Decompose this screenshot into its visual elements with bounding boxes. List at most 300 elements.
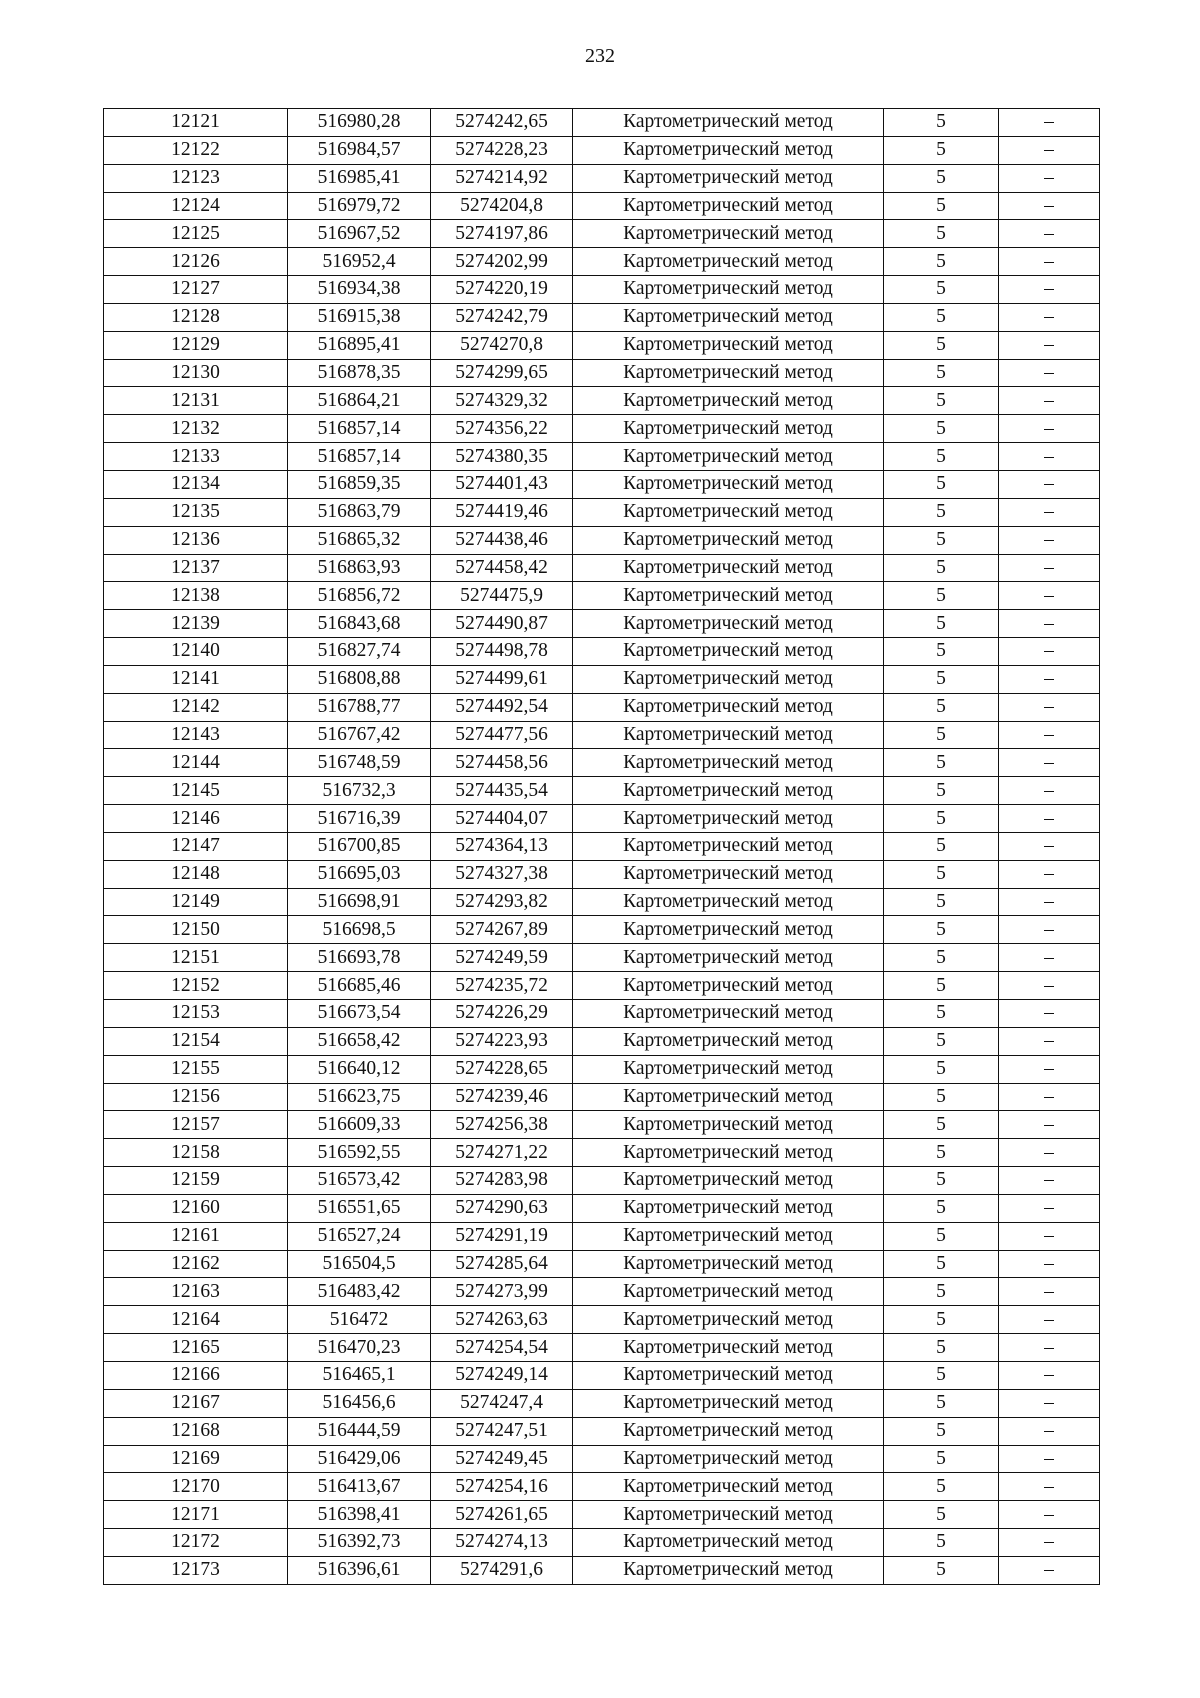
method-cell: Картометрический метод bbox=[573, 387, 884, 415]
y-coordinate-cell: 5274267,89 bbox=[431, 916, 573, 944]
x-coordinate-cell: 516878,35 bbox=[288, 359, 431, 387]
accuracy-cell: 5 bbox=[884, 498, 999, 526]
accuracy-cell: 5 bbox=[884, 693, 999, 721]
y-coordinate-cell: 5274263,63 bbox=[431, 1306, 573, 1334]
accuracy-cell: 5 bbox=[884, 1473, 999, 1501]
dash-cell: – bbox=[999, 1306, 1100, 1334]
y-coordinate-cell: 5274419,46 bbox=[431, 498, 573, 526]
coordinates-table bbox=[103, 108, 1100, 1585]
method-cell: Картометрический метод bbox=[573, 582, 884, 610]
table-row bbox=[104, 303, 1100, 331]
point-number-cell: 12122 bbox=[104, 136, 288, 164]
dash-cell: – bbox=[999, 331, 1100, 359]
x-coordinate-cell: 516658,42 bbox=[288, 1027, 431, 1055]
dash-cell: – bbox=[999, 972, 1100, 1000]
table-row bbox=[104, 805, 1100, 833]
table-row bbox=[104, 1361, 1100, 1389]
method-cell: Картометрический метод bbox=[573, 470, 884, 498]
y-coordinate-cell: 5274291,19 bbox=[431, 1222, 573, 1250]
point-number-cell: 12151 bbox=[104, 944, 288, 972]
y-coordinate-cell: 5274477,56 bbox=[431, 721, 573, 749]
x-coordinate-cell: 516527,24 bbox=[288, 1222, 431, 1250]
point-number-cell: 12155 bbox=[104, 1055, 288, 1083]
method-cell: Картометрический метод bbox=[573, 192, 884, 220]
x-coordinate-cell: 516695,03 bbox=[288, 860, 431, 888]
x-coordinate-cell: 516859,35 bbox=[288, 470, 431, 498]
table-row bbox=[104, 1000, 1100, 1028]
x-coordinate-cell: 516864,21 bbox=[288, 387, 431, 415]
y-coordinate-cell: 5274291,6 bbox=[431, 1556, 573, 1584]
x-coordinate-cell: 516915,38 bbox=[288, 303, 431, 331]
y-coordinate-cell: 5274380,35 bbox=[431, 443, 573, 471]
x-coordinate-cell: 516698,5 bbox=[288, 916, 431, 944]
point-number-cell: 12124 bbox=[104, 192, 288, 220]
method-cell: Картометрический метод bbox=[573, 1306, 884, 1334]
dash-cell: – bbox=[999, 1222, 1100, 1250]
table-row bbox=[104, 665, 1100, 693]
dash-cell: – bbox=[999, 1417, 1100, 1445]
accuracy-cell: 5 bbox=[884, 1000, 999, 1028]
method-cell: Картометрический метод bbox=[573, 777, 884, 805]
table-row bbox=[104, 1473, 1100, 1501]
table-row bbox=[104, 693, 1100, 721]
y-coordinate-cell: 5274404,07 bbox=[431, 805, 573, 833]
point-number-cell: 12137 bbox=[104, 554, 288, 582]
y-coordinate-cell: 5274401,43 bbox=[431, 470, 573, 498]
method-cell: Картометрический метод bbox=[573, 1334, 884, 1362]
dash-cell: – bbox=[999, 1556, 1100, 1584]
method-cell: Картометрический метод bbox=[573, 832, 884, 860]
point-number-cell: 12159 bbox=[104, 1167, 288, 1195]
method-cell: Картометрический метод bbox=[573, 164, 884, 192]
method-cell: Картометрический метод bbox=[573, 1027, 884, 1055]
point-number-cell: 12163 bbox=[104, 1278, 288, 1306]
point-number-cell: 12134 bbox=[104, 470, 288, 498]
x-coordinate-cell: 516609,33 bbox=[288, 1111, 431, 1139]
dash-cell: – bbox=[999, 136, 1100, 164]
point-number-cell: 12139 bbox=[104, 610, 288, 638]
accuracy-cell: 5 bbox=[884, 832, 999, 860]
accuracy-cell: 5 bbox=[884, 554, 999, 582]
point-number-cell: 12166 bbox=[104, 1361, 288, 1389]
accuracy-cell: 5 bbox=[884, 721, 999, 749]
table-row bbox=[104, 1278, 1100, 1306]
y-coordinate-cell: 5274438,46 bbox=[431, 526, 573, 554]
dash-cell: – bbox=[999, 1473, 1100, 1501]
accuracy-cell: 5 bbox=[884, 1139, 999, 1167]
y-coordinate-cell: 5274293,82 bbox=[431, 888, 573, 916]
method-cell: Картометрический метод bbox=[573, 359, 884, 387]
table-row bbox=[104, 192, 1100, 220]
point-number-cell: 12169 bbox=[104, 1445, 288, 1473]
y-coordinate-cell: 5274261,65 bbox=[431, 1501, 573, 1529]
accuracy-cell: 5 bbox=[884, 220, 999, 248]
point-number-cell: 12150 bbox=[104, 916, 288, 944]
method-cell: Картометрический метод bbox=[573, 1250, 884, 1278]
dash-cell: – bbox=[999, 1389, 1100, 1417]
table-row bbox=[104, 526, 1100, 554]
table-row bbox=[104, 415, 1100, 443]
dash-cell: – bbox=[999, 1139, 1100, 1167]
table-row bbox=[104, 359, 1100, 387]
dash-cell: – bbox=[999, 387, 1100, 415]
y-coordinate-cell: 5274228,23 bbox=[431, 136, 573, 164]
y-coordinate-cell: 5274273,99 bbox=[431, 1278, 573, 1306]
accuracy-cell: 5 bbox=[884, 1111, 999, 1139]
point-number-cell: 12165 bbox=[104, 1334, 288, 1362]
dash-cell: – bbox=[999, 1167, 1100, 1195]
y-coordinate-cell: 5274214,92 bbox=[431, 164, 573, 192]
table-row bbox=[104, 1250, 1100, 1278]
accuracy-cell: 5 bbox=[884, 1027, 999, 1055]
y-coordinate-cell: 5274458,56 bbox=[431, 749, 573, 777]
point-number-cell: 12130 bbox=[104, 359, 288, 387]
y-coordinate-cell: 5274247,4 bbox=[431, 1389, 573, 1417]
y-coordinate-cell: 5274256,38 bbox=[431, 1111, 573, 1139]
method-cell: Картометрический метод bbox=[573, 1083, 884, 1111]
accuracy-cell: 5 bbox=[884, 1222, 999, 1250]
accuracy-cell: 5 bbox=[884, 164, 999, 192]
method-cell: Картометрический метод bbox=[573, 1361, 884, 1389]
y-coordinate-cell: 5274242,79 bbox=[431, 303, 573, 331]
dash-cell: – bbox=[999, 526, 1100, 554]
method-cell: Картометрический метод bbox=[573, 1389, 884, 1417]
accuracy-cell: 5 bbox=[884, 1055, 999, 1083]
method-cell: Картометрический метод bbox=[573, 721, 884, 749]
y-coordinate-cell: 5274499,61 bbox=[431, 665, 573, 693]
point-number-cell: 12135 bbox=[104, 498, 288, 526]
method-cell: Картометрический метод bbox=[573, 554, 884, 582]
point-number-cell: 12133 bbox=[104, 443, 288, 471]
y-coordinate-cell: 5274239,46 bbox=[431, 1083, 573, 1111]
table-row bbox=[104, 1055, 1100, 1083]
dash-cell: – bbox=[999, 1529, 1100, 1557]
y-coordinate-cell: 5274283,98 bbox=[431, 1167, 573, 1195]
x-coordinate-cell: 516429,06 bbox=[288, 1445, 431, 1473]
dash-cell: – bbox=[999, 638, 1100, 666]
table-row bbox=[104, 498, 1100, 526]
table-row bbox=[104, 1111, 1100, 1139]
accuracy-cell: 5 bbox=[884, 248, 999, 276]
table-row bbox=[104, 1083, 1100, 1111]
method-cell: Картометрический метод bbox=[573, 1139, 884, 1167]
table-row bbox=[104, 331, 1100, 359]
point-number-cell: 12121 bbox=[104, 109, 288, 137]
table-row bbox=[104, 1556, 1100, 1584]
y-coordinate-cell: 5274247,51 bbox=[431, 1417, 573, 1445]
method-cell: Картометрический метод bbox=[573, 916, 884, 944]
method-cell: Картометрический метод bbox=[573, 638, 884, 666]
point-number-cell: 12129 bbox=[104, 331, 288, 359]
point-number-cell: 12161 bbox=[104, 1222, 288, 1250]
dash-cell: – bbox=[999, 916, 1100, 944]
y-coordinate-cell: 5274254,54 bbox=[431, 1334, 573, 1362]
y-coordinate-cell: 5274299,65 bbox=[431, 359, 573, 387]
x-coordinate-cell: 516504,5 bbox=[288, 1250, 431, 1278]
table-row bbox=[104, 749, 1100, 777]
accuracy-cell: 5 bbox=[884, 749, 999, 777]
table-row bbox=[104, 888, 1100, 916]
dash-cell: – bbox=[999, 749, 1100, 777]
dash-cell: – bbox=[999, 805, 1100, 833]
table-row bbox=[104, 1139, 1100, 1167]
method-cell: Картометрический метод bbox=[573, 1473, 884, 1501]
y-coordinate-cell: 5274490,87 bbox=[431, 610, 573, 638]
accuracy-cell: 5 bbox=[884, 916, 999, 944]
y-coordinate-cell: 5274249,45 bbox=[431, 1445, 573, 1473]
x-coordinate-cell: 516967,52 bbox=[288, 220, 431, 248]
dash-cell: – bbox=[999, 192, 1100, 220]
point-number-cell: 12127 bbox=[104, 276, 288, 304]
table-row bbox=[104, 638, 1100, 666]
dash-cell: – bbox=[999, 1445, 1100, 1473]
x-coordinate-cell: 516788,77 bbox=[288, 693, 431, 721]
dash-cell: – bbox=[999, 359, 1100, 387]
point-number-cell: 12154 bbox=[104, 1027, 288, 1055]
table-row bbox=[104, 972, 1100, 1000]
x-coordinate-cell: 516483,42 bbox=[288, 1278, 431, 1306]
point-number-cell: 12146 bbox=[104, 805, 288, 833]
y-coordinate-cell: 5274475,9 bbox=[431, 582, 573, 610]
table-row bbox=[104, 1306, 1100, 1334]
accuracy-cell: 5 bbox=[884, 972, 999, 1000]
dash-cell: – bbox=[999, 303, 1100, 331]
x-coordinate-cell: 516700,85 bbox=[288, 832, 431, 860]
point-number-cell: 12164 bbox=[104, 1306, 288, 1334]
method-cell: Картометрический метод bbox=[573, 1445, 884, 1473]
table-row bbox=[104, 1167, 1100, 1195]
x-coordinate-cell: 516767,42 bbox=[288, 721, 431, 749]
method-cell: Картометрический метод bbox=[573, 443, 884, 471]
y-coordinate-cell: 5274356,22 bbox=[431, 415, 573, 443]
method-cell: Картометрический метод bbox=[573, 610, 884, 638]
table-row bbox=[104, 554, 1100, 582]
page-number: 232 bbox=[585, 45, 615, 67]
x-coordinate-cell: 516465,1 bbox=[288, 1361, 431, 1389]
dash-cell: – bbox=[999, 109, 1100, 137]
x-coordinate-cell: 516952,4 bbox=[288, 248, 431, 276]
table-row bbox=[104, 387, 1100, 415]
x-coordinate-cell: 516673,54 bbox=[288, 1000, 431, 1028]
dash-cell: – bbox=[999, 164, 1100, 192]
x-coordinate-cell: 516857,14 bbox=[288, 443, 431, 471]
x-coordinate-cell: 516685,46 bbox=[288, 972, 431, 1000]
point-number-cell: 12167 bbox=[104, 1389, 288, 1417]
y-coordinate-cell: 5274435,54 bbox=[431, 777, 573, 805]
method-cell: Картометрический метод bbox=[573, 1529, 884, 1557]
method-cell: Картометрический метод bbox=[573, 888, 884, 916]
point-number-cell: 12162 bbox=[104, 1250, 288, 1278]
table-row bbox=[104, 916, 1100, 944]
x-coordinate-cell: 516640,12 bbox=[288, 1055, 431, 1083]
accuracy-cell: 5 bbox=[884, 805, 999, 833]
method-cell: Картометрический метод bbox=[573, 805, 884, 833]
dash-cell: – bbox=[999, 777, 1100, 805]
method-cell: Картометрический метод bbox=[573, 1501, 884, 1529]
accuracy-cell: 5 bbox=[884, 638, 999, 666]
point-number-cell: 12152 bbox=[104, 972, 288, 1000]
table-row bbox=[104, 860, 1100, 888]
x-coordinate-cell: 516863,79 bbox=[288, 498, 431, 526]
point-number-cell: 12143 bbox=[104, 721, 288, 749]
method-cell: Картометрический метод bbox=[573, 498, 884, 526]
x-coordinate-cell: 516980,28 bbox=[288, 109, 431, 137]
method-cell: Картометрический метод bbox=[573, 303, 884, 331]
accuracy-cell: 5 bbox=[884, 415, 999, 443]
point-number-cell: 12145 bbox=[104, 777, 288, 805]
table-row bbox=[104, 164, 1100, 192]
y-coordinate-cell: 5274458,42 bbox=[431, 554, 573, 582]
dash-cell: – bbox=[999, 248, 1100, 276]
x-coordinate-cell: 516392,73 bbox=[288, 1529, 431, 1557]
method-cell: Картометрический метод bbox=[573, 220, 884, 248]
accuracy-cell: 5 bbox=[884, 1306, 999, 1334]
dash-cell: – bbox=[999, 721, 1100, 749]
x-coordinate-cell: 516808,88 bbox=[288, 665, 431, 693]
dash-cell: – bbox=[999, 693, 1100, 721]
accuracy-cell: 5 bbox=[884, 109, 999, 137]
dash-cell: – bbox=[999, 554, 1100, 582]
table-row bbox=[104, 1389, 1100, 1417]
method-cell: Картометрический метод bbox=[573, 1194, 884, 1222]
dash-cell: – bbox=[999, 415, 1100, 443]
point-number-cell: 12138 bbox=[104, 582, 288, 610]
point-number-cell: 12128 bbox=[104, 303, 288, 331]
y-coordinate-cell: 5274242,65 bbox=[431, 109, 573, 137]
point-number-cell: 12144 bbox=[104, 749, 288, 777]
method-cell: Картометрический метод bbox=[573, 1556, 884, 1584]
y-coordinate-cell: 5274249,14 bbox=[431, 1361, 573, 1389]
method-cell: Картометрический метод bbox=[573, 693, 884, 721]
dash-cell: – bbox=[999, 610, 1100, 638]
table-row bbox=[104, 832, 1100, 860]
dash-cell: – bbox=[999, 665, 1100, 693]
method-cell: Картометрический метод bbox=[573, 526, 884, 554]
table-row bbox=[104, 1445, 1100, 1473]
accuracy-cell: 5 bbox=[884, 1361, 999, 1389]
method-cell: Картометрический метод bbox=[573, 1111, 884, 1139]
table-row bbox=[104, 1222, 1100, 1250]
accuracy-cell: 5 bbox=[884, 526, 999, 554]
table-row bbox=[104, 1417, 1100, 1445]
y-coordinate-cell: 5274197,86 bbox=[431, 220, 573, 248]
method-cell: Картометрический метод bbox=[573, 972, 884, 1000]
dash-cell: – bbox=[999, 498, 1100, 526]
method-cell: Картометрический метод bbox=[573, 109, 884, 137]
method-cell: Картометрический метод bbox=[573, 1278, 884, 1306]
accuracy-cell: 5 bbox=[884, 331, 999, 359]
method-cell: Картометрический метод bbox=[573, 860, 884, 888]
method-cell: Картометрический метод bbox=[573, 749, 884, 777]
y-coordinate-cell: 5274327,38 bbox=[431, 860, 573, 888]
x-coordinate-cell: 516985,41 bbox=[288, 164, 431, 192]
x-coordinate-cell: 516456,6 bbox=[288, 1389, 431, 1417]
point-number-cell: 12131 bbox=[104, 387, 288, 415]
accuracy-cell: 5 bbox=[884, 192, 999, 220]
dash-cell: – bbox=[999, 944, 1100, 972]
accuracy-cell: 5 bbox=[884, 665, 999, 693]
accuracy-cell: 5 bbox=[884, 359, 999, 387]
y-coordinate-cell: 5274235,72 bbox=[431, 972, 573, 1000]
point-number-cell: 12172 bbox=[104, 1529, 288, 1557]
point-number-cell: 12153 bbox=[104, 1000, 288, 1028]
accuracy-cell: 5 bbox=[884, 582, 999, 610]
accuracy-cell: 5 bbox=[884, 1250, 999, 1278]
point-number-cell: 12157 bbox=[104, 1111, 288, 1139]
accuracy-cell: 5 bbox=[884, 1417, 999, 1445]
method-cell: Картометрический метод bbox=[573, 1222, 884, 1250]
table-row bbox=[104, 944, 1100, 972]
x-coordinate-cell: 516396,61 bbox=[288, 1556, 431, 1584]
table-row bbox=[104, 1194, 1100, 1222]
dash-cell: – bbox=[999, 582, 1100, 610]
table-row bbox=[104, 1501, 1100, 1529]
x-coordinate-cell: 516856,72 bbox=[288, 582, 431, 610]
y-coordinate-cell: 5274228,65 bbox=[431, 1055, 573, 1083]
x-coordinate-cell: 516984,57 bbox=[288, 136, 431, 164]
x-coordinate-cell: 516865,32 bbox=[288, 526, 431, 554]
point-number-cell: 12170 bbox=[104, 1473, 288, 1501]
point-number-cell: 12158 bbox=[104, 1139, 288, 1167]
method-cell: Картометрический метод bbox=[573, 276, 884, 304]
point-number-cell: 12173 bbox=[104, 1556, 288, 1584]
x-coordinate-cell: 516863,93 bbox=[288, 554, 431, 582]
point-number-cell: 12126 bbox=[104, 248, 288, 276]
method-cell: Картометрический метод bbox=[573, 1000, 884, 1028]
y-coordinate-cell: 5274249,59 bbox=[431, 944, 573, 972]
point-number-cell: 12136 bbox=[104, 526, 288, 554]
x-coordinate-cell: 516693,78 bbox=[288, 944, 431, 972]
dash-cell: – bbox=[999, 470, 1100, 498]
method-cell: Картометрический метод bbox=[573, 944, 884, 972]
method-cell: Картометрический метод bbox=[573, 665, 884, 693]
accuracy-cell: 5 bbox=[884, 136, 999, 164]
dash-cell: – bbox=[999, 1361, 1100, 1389]
x-coordinate-cell: 516979,72 bbox=[288, 192, 431, 220]
accuracy-cell: 5 bbox=[884, 443, 999, 471]
accuracy-cell: 5 bbox=[884, 860, 999, 888]
method-cell: Картометрический метод bbox=[573, 1055, 884, 1083]
x-coordinate-cell: 516470,23 bbox=[288, 1334, 431, 1362]
table-row bbox=[104, 470, 1100, 498]
x-coordinate-cell: 516472 bbox=[288, 1306, 431, 1334]
dash-cell: – bbox=[999, 220, 1100, 248]
point-number-cell: 12171 bbox=[104, 1501, 288, 1529]
table-row bbox=[104, 1334, 1100, 1362]
method-cell: Картометрический метод bbox=[573, 415, 884, 443]
point-number-cell: 12156 bbox=[104, 1083, 288, 1111]
accuracy-cell: 5 bbox=[884, 610, 999, 638]
table-row bbox=[104, 1027, 1100, 1055]
point-number-cell: 12149 bbox=[104, 888, 288, 916]
y-coordinate-cell: 5274226,29 bbox=[431, 1000, 573, 1028]
y-coordinate-cell: 5274274,13 bbox=[431, 1529, 573, 1557]
x-coordinate-cell: 516413,67 bbox=[288, 1473, 431, 1501]
x-coordinate-cell: 516698,91 bbox=[288, 888, 431, 916]
accuracy-cell: 5 bbox=[884, 1389, 999, 1417]
coordinates-table-body bbox=[104, 109, 1100, 1585]
dash-cell: – bbox=[999, 860, 1100, 888]
accuracy-cell: 5 bbox=[884, 944, 999, 972]
point-number-cell: 12125 bbox=[104, 220, 288, 248]
point-number-cell: 12148 bbox=[104, 860, 288, 888]
point-number-cell: 12168 bbox=[104, 1417, 288, 1445]
point-number-cell: 12123 bbox=[104, 164, 288, 192]
table-row bbox=[104, 443, 1100, 471]
table-row bbox=[104, 136, 1100, 164]
dash-cell: – bbox=[999, 1334, 1100, 1362]
y-coordinate-cell: 5274254,16 bbox=[431, 1473, 573, 1501]
